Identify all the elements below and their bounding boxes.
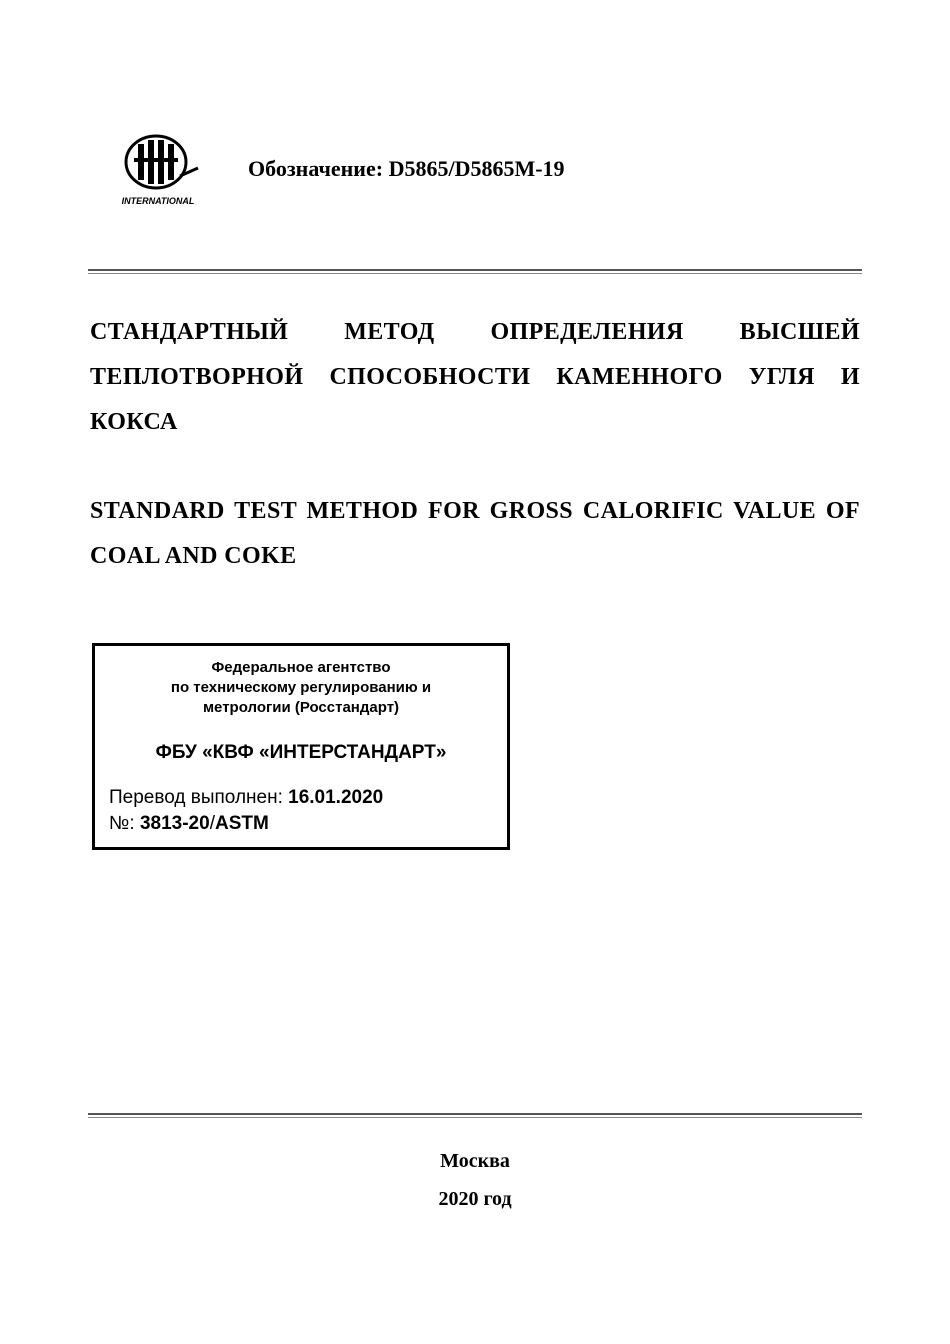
translation-date-line: Перевод выполнен: 16.01.2020: [109, 787, 384, 808]
translation-number-line: №: 3813-20/ASTM: [109, 813, 269, 834]
translation-stamp: [92, 643, 510, 850]
translation-number: 3813-20: [139, 813, 210, 834]
bottom-divider: [88, 1113, 862, 1115]
logo-wordmark: INTERNATIONAL: [121, 196, 195, 206]
agency-name: Федеральное агентство по техническому регулированию и метрологии (Росстандарт): [170, 659, 432, 716]
year: 2020 год: [438, 1188, 512, 1210]
astm-logo: [118, 132, 202, 208]
document-designation: Обозначение: D5865/D5865M-19: [248, 156, 565, 181]
title-russian: СТАНДАРТНЫЙ МЕТОД ОПРЕДЕЛЕНИЯ ВЫСШЕЙ ТЕПЛОТВОРНОЙ СПОСОБНОСТИ КАМЕННОГО УГЛЯ И КОКСА: [90, 319, 860, 435]
city: Москва: [440, 1150, 510, 1172]
title-english: STANDARD TEST METHOD FOR GROSS CALORIFIC VALUE OF COAL AND COKE: [90, 498, 860, 569]
organization-name: ФБУ «КВФ «ИНТЕРСТАНДАРТ»: [155, 742, 447, 763]
top-divider: [88, 269, 862, 271]
translation-date: 16.01.2020: [288, 787, 384, 808]
